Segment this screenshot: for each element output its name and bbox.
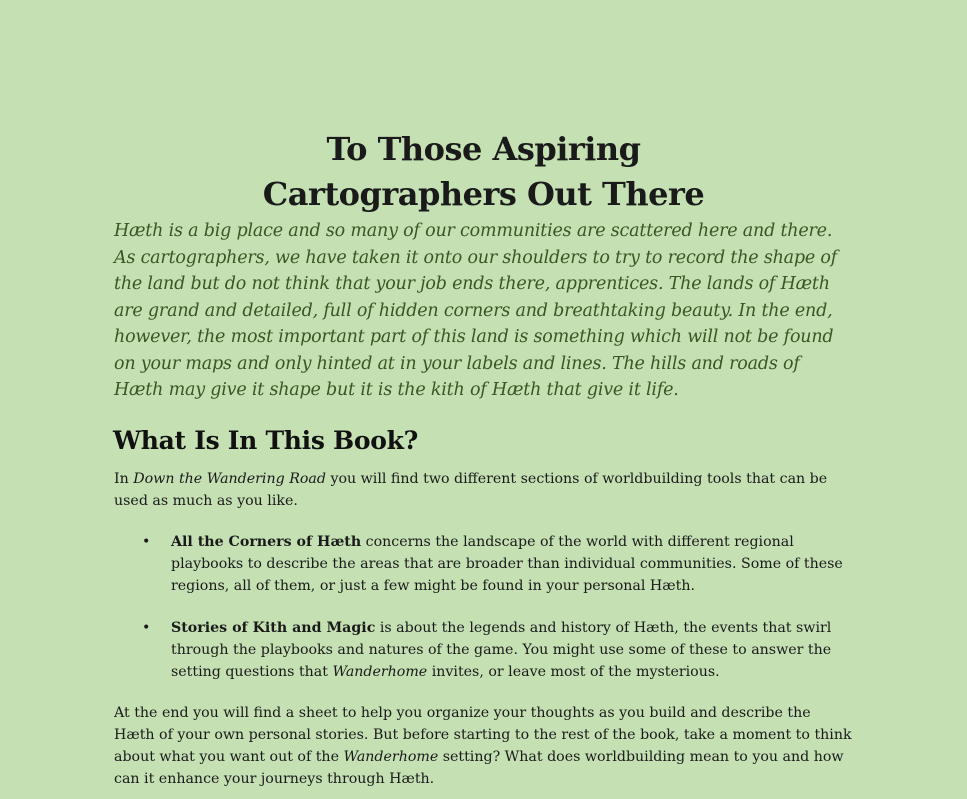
title-line-1: To Those Aspiring [326, 130, 641, 169]
list-item-text: is about the legends and history of Hæth, the events that swirl through the playbooks and natures of the game. You might use some of these to answer the setting questions that [171, 620, 832, 680]
list-item [114, 617, 854, 683]
list-item-title: Stories of Kith and Magic [171, 620, 376, 636]
list-item-text-end: invites, or leave most of the mysterious. [427, 664, 720, 680]
page-title [0, 127, 967, 217]
para2-text: At the end you will find a sheet to help you organize your thoughts as you build and describe the Hæth of your own personal stories. But before starting to the rest of the book, take a moment to think about what you want out of the [114, 705, 852, 765]
book-title: Down the Wandering Road [133, 471, 326, 487]
list-item-italic: Wanderhome [332, 664, 428, 680]
para2-text-end: setting? What does worldbuilding mean to you and how can it enhance your journeys through Hæth. [114, 749, 844, 787]
closing-paragraph [114, 702, 854, 790]
intro-paragraph [114, 218, 846, 404]
title-line-2: Cartographers Out There [262, 175, 705, 214]
para1-prefix: In [114, 471, 134, 487]
list-item-title: All the Corners of Hæth [171, 534, 362, 550]
intro-text: Hæth is a big place and so many of our communities are scattered here and there. As cartographers, we have taken it onto our shoulders to try to record the shape of the land but do not think that your job ends there, apprentices. The lands of Hæth are grand and detailed, full of hidden corners and breathtaking beauty. In the end, however, the most important part of this land is something which will not be found on your maps and only hinted at in your labels and lines. The hills and roads of Hæth may give it shape but it is the kith of Hæth that give it life. [114, 221, 838, 400]
bullet-marker: • [142, 620, 151, 636]
section-heading: What Is In This Book? [113, 426, 418, 455]
para2-italic: Wanderhome [343, 749, 439, 765]
section-list [114, 531, 854, 703]
list-item-text: concerns the landscape of the world with different regional playbooks to describe the areas that are broader than individual communities. Some of these regions, all of them, or just a few might be found in your personal Hæth. [171, 534, 843, 594]
intro-body-paragraph [114, 468, 854, 512]
list-item [114, 531, 854, 597]
bullet-marker: • [142, 534, 151, 550]
para1-suffix: you will find two different sections of worldbuilding tools that can be used as much as you like. [114, 471, 828, 509]
